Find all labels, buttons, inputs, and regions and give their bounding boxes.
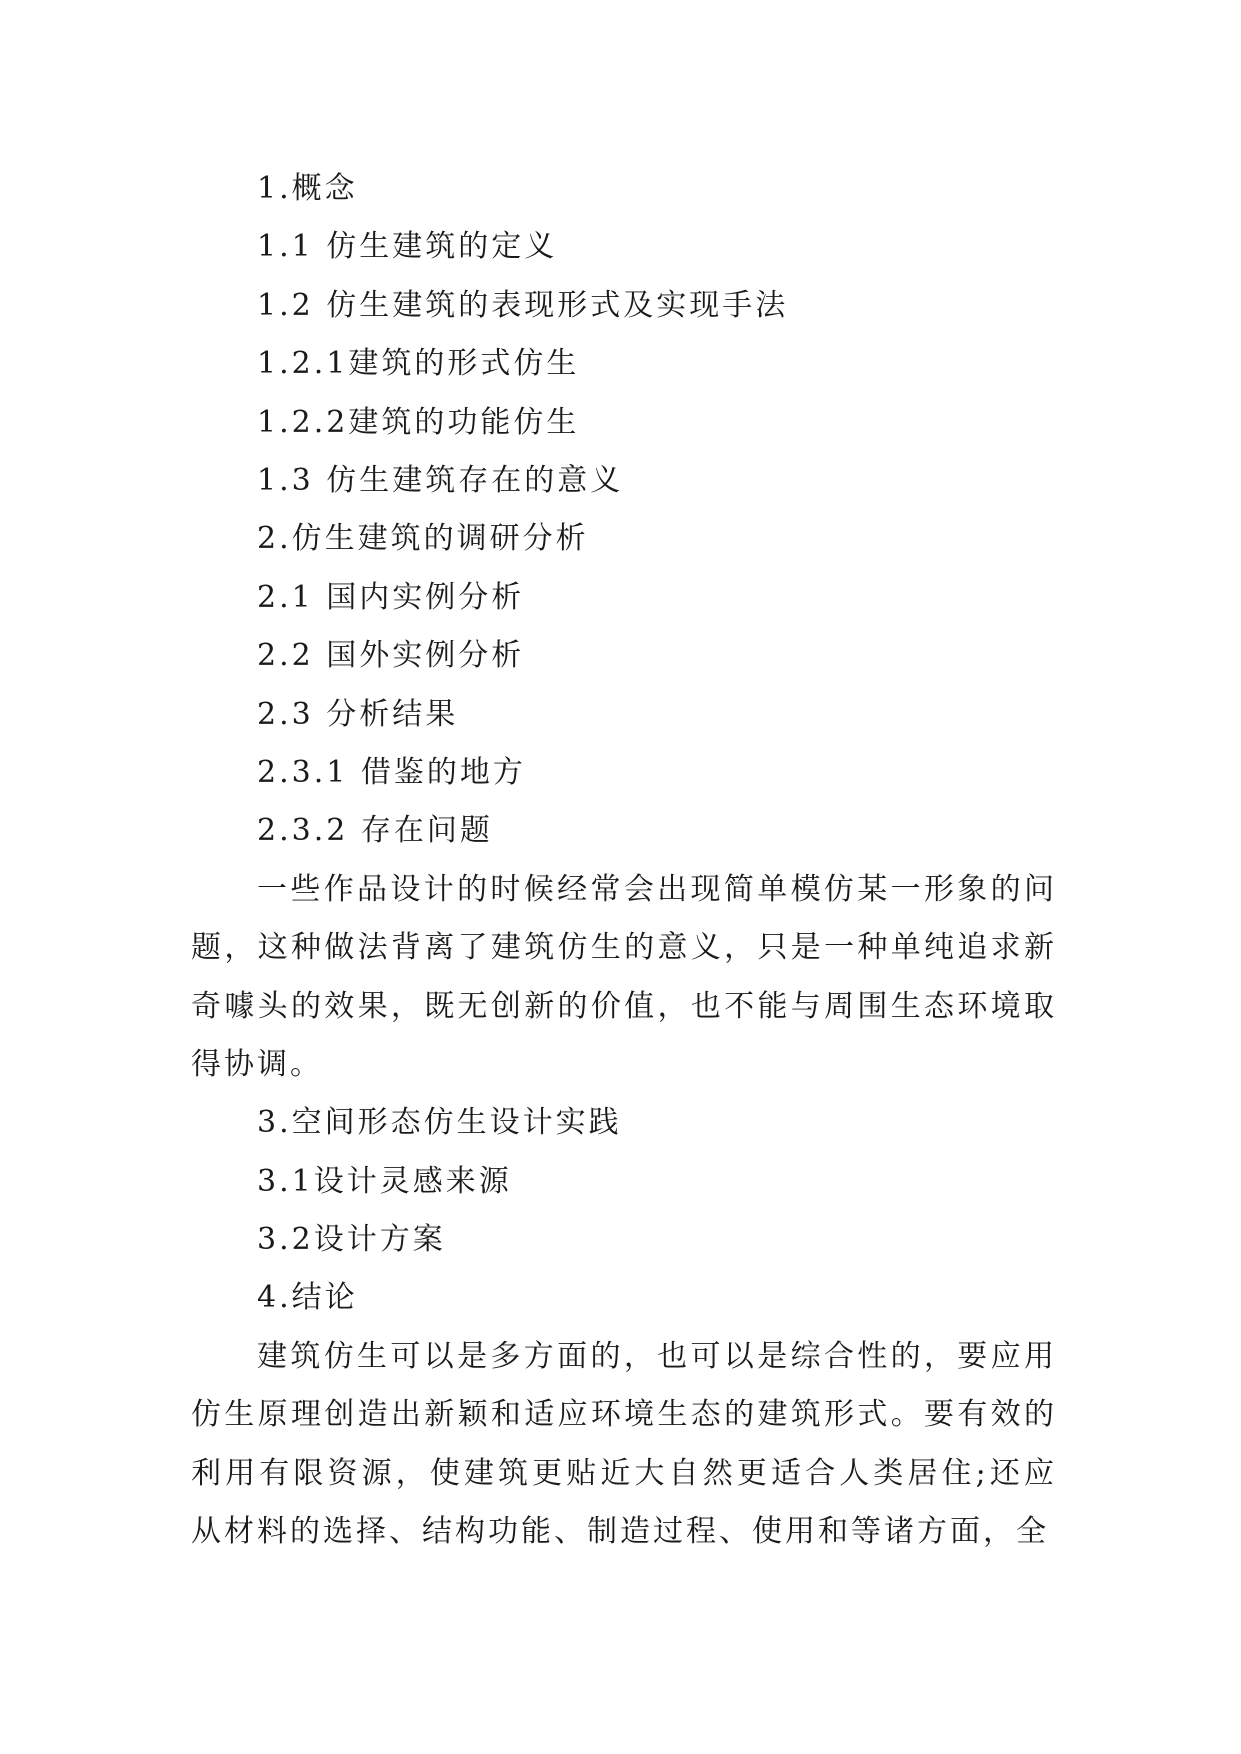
paragraph-conclusion: 建筑仿生可以是多方面的，也可以是综合性的，要应用仿生原理创造出新颖和适应环境生态的建筑形式。要有效的利用有限资源，使建筑更贴近大自然更适合人类居住;还应从材料的选择、结构功能、制造过程、使用和等诸方面，全 (191, 1338, 1057, 1550)
heading-1-2-2: 1.2.2建筑的功能仿生 (257, 404, 580, 440)
heading-1-2-1: 1.2.1建筑的形式仿生 (257, 346, 580, 382)
heading-2-3-1: 2.3.1 借鉴的地方 (257, 754, 526, 790)
heading-2-2: 2.2 国外实例分析 (257, 638, 525, 674)
heading-4: 4.结论 (257, 1280, 358, 1316)
heading-1-3: 1.3 仿生建筑存在的意义 (257, 462, 624, 498)
heading-1: 1.概念 (257, 171, 358, 206)
heading-1-1: 1.1 仿生建筑的定义 (257, 229, 558, 265)
heading-2: 2.仿生建筑的调研分析 (257, 521, 589, 557)
paragraph-problems: 一些作品设计的时候经常会出现简单模仿某一形象的问题，这种做法背离了建筑仿生的意义，只是一种单纯追求新奇噱头的效果，既无创新的价值，也不能与周围生态环境取得协调。 (191, 871, 1057, 1082)
heading-1-2: 1.2 仿生建筑的表现形式及实现手法 (257, 287, 789, 323)
heading-3-2: 3.2设计方案 (257, 1222, 446, 1258)
heading-3: 3.空间形态仿生设计实践 (257, 1105, 622, 1141)
heading-2-1: 2.1 国内实例分析 (257, 579, 525, 615)
heading-2-3-2: 2.3.2 存在问题 (257, 813, 493, 849)
heading-3-1: 3.1设计灵感来源 (257, 1163, 512, 1199)
document-body (191, 160, 1057, 1562)
heading-2-3: 2.3 分析结果 (257, 696, 459, 732)
